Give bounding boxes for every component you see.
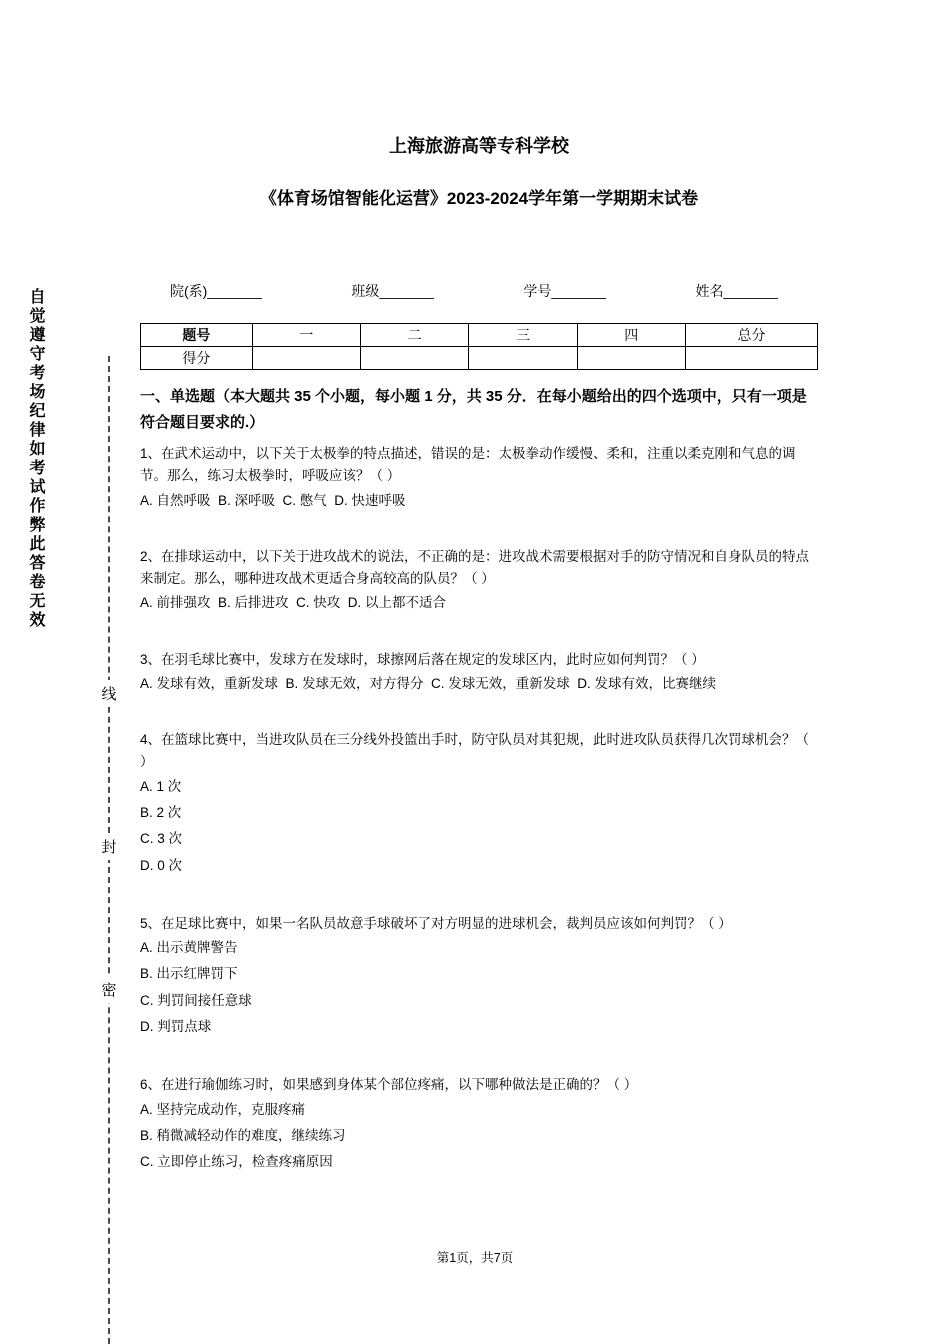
score-table-cell-timu: 题号 <box>141 324 253 347</box>
field-student-id <box>523 281 606 301</box>
question-text: 6、在进行瑜伽练习时，如果感到身体某个部位疼痛，以下哪种做法是正确的？（ ） <box>140 1077 638 1093</box>
score-table-cell-2: 二 <box>361 324 469 347</box>
score-cell-empty-4 <box>577 347 685 370</box>
question-text: 4、在篮球比赛中，当进攻队员在三分线外投篮出手时，防守队员对其犯规，此时进攻队员获得几次罚球机会？（ ） <box>140 732 813 770</box>
field-name <box>695 281 778 301</box>
question-1 <box>140 443 818 512</box>
question-text: 2、在排球运动中，以下关于进攻战术的说法，不正确的是：进攻战术需要根据对手的防守情况和自身队员的特点来制定。那么，哪种进攻战术更适合身高较高的队员？（ ） <box>140 548 810 587</box>
question-text: 3、在羽毛球比赛中，发球方在发球时，球擦网后落在规定的发球区内，此时应如何判罚？（ ） <box>140 651 705 667</box>
field-student-id-label: 学号 <box>523 283 552 299</box>
score-table <box>140 323 818 370</box>
student-info-row <box>140 281 818 301</box>
question-3 <box>140 649 818 696</box>
question-option: C. 判罚间接任意球 <box>140 992 252 1008</box>
question-text: 1、在武术运动中，以下关于太极拳的特点描述，错误的是：太极拳动作缓慢、柔和，注重以柔克刚和气息的调节。那么，练习太极拳时，呼吸应该？（ ） <box>140 446 796 484</box>
question-2 <box>140 546 818 615</box>
score-table-cell-4: 四 <box>577 324 685 347</box>
score-row-label: 得分 <box>141 347 253 370</box>
exam-discipline-notice: 自觉遵守考场纪律如考试作弊此答卷无效 <box>27 288 44 630</box>
score-table-cell-total: 总分 <box>685 324 817 347</box>
question-option: D. 0 次 <box>140 857 183 873</box>
score-table-header-row <box>141 324 818 347</box>
score-cell-empty-1 <box>252 347 360 370</box>
question-option: B. 稍微减轻动作的难度，继续练习 <box>140 1128 346 1143</box>
exam-title: 《体育场馆智能化运营》2023-2024学年第一学期期末试卷 <box>259 189 699 208</box>
question-option: B. 2 次 <box>140 804 182 820</box>
field-name-blank: _______ <box>723 283 778 299</box>
question-option: D. 判罚点球 <box>140 1019 212 1035</box>
question-options: A. 发球有效，重新发球 B. 发球无效，对方得分 C. 发球无效，重新发球 D. 发球有效，比赛继续 <box>140 675 717 691</box>
exam-content <box>140 132 818 1210</box>
seal-char-feng: 封 <box>98 833 120 860</box>
field-department-blank: _______ <box>207 283 262 299</box>
question-4 <box>140 729 818 879</box>
score-cell-empty-3 <box>469 347 577 370</box>
field-name-label: 姓名 <box>695 283 724 299</box>
question-option: A. 坚持完成动作，克服疼痛 <box>140 1101 306 1117</box>
seal-char-mi: 密 <box>98 976 120 1003</box>
field-department-label: 院(系) <box>170 283 208 299</box>
score-cell-empty-total <box>685 347 817 370</box>
field-student-id-blank: _______ <box>551 283 606 299</box>
question-5 <box>140 913 818 1041</box>
score-table-score-row <box>141 347 818 370</box>
field-department <box>170 281 262 301</box>
score-cell-empty-2 <box>361 347 469 370</box>
question-text: 5、在足球比赛中，如果一名队员故意手球破坏了对方明显的进球机会，裁判员应该如何判罚？（ ） <box>140 915 732 931</box>
question-option: A. 出示黄牌警告 <box>140 940 238 956</box>
question-options: A. 自然呼吸 B. 深呼吸 C. 憋气 D. 快速呼吸 <box>140 492 406 508</box>
field-class-label: 班级 <box>351 283 380 299</box>
score-table-cell-3: 三 <box>469 324 577 347</box>
question-6 <box>140 1074 818 1175</box>
section-one-heading: 一、单选题（本大题共 35 个小题，每小题 1 分，共 35 分．在每小题给出的四个选项中，只有一项是符合题目要求的.） <box>140 388 807 431</box>
questions-list <box>140 443 818 1176</box>
question-option: C. 立即停止练习，检查疼痛原因 <box>140 1154 333 1170</box>
page-footer: 第1页，共7页 <box>436 1251 514 1265</box>
score-table-cell-1: 一 <box>252 324 360 347</box>
question-option: B. 出示红牌罚下 <box>140 966 238 982</box>
seal-char-xian: 线 <box>98 680 120 707</box>
question-option: A. 1 次 <box>140 778 182 794</box>
school-title: 上海旅游高等专科学校 <box>389 136 569 156</box>
field-class-blank: _______ <box>379 283 434 299</box>
question-option: C. 3 次 <box>140 831 183 847</box>
field-class <box>351 281 434 301</box>
question-options: A. 前排强攻 B. 后排进攻 C. 快攻 D. 以上都不适合 <box>140 595 447 611</box>
